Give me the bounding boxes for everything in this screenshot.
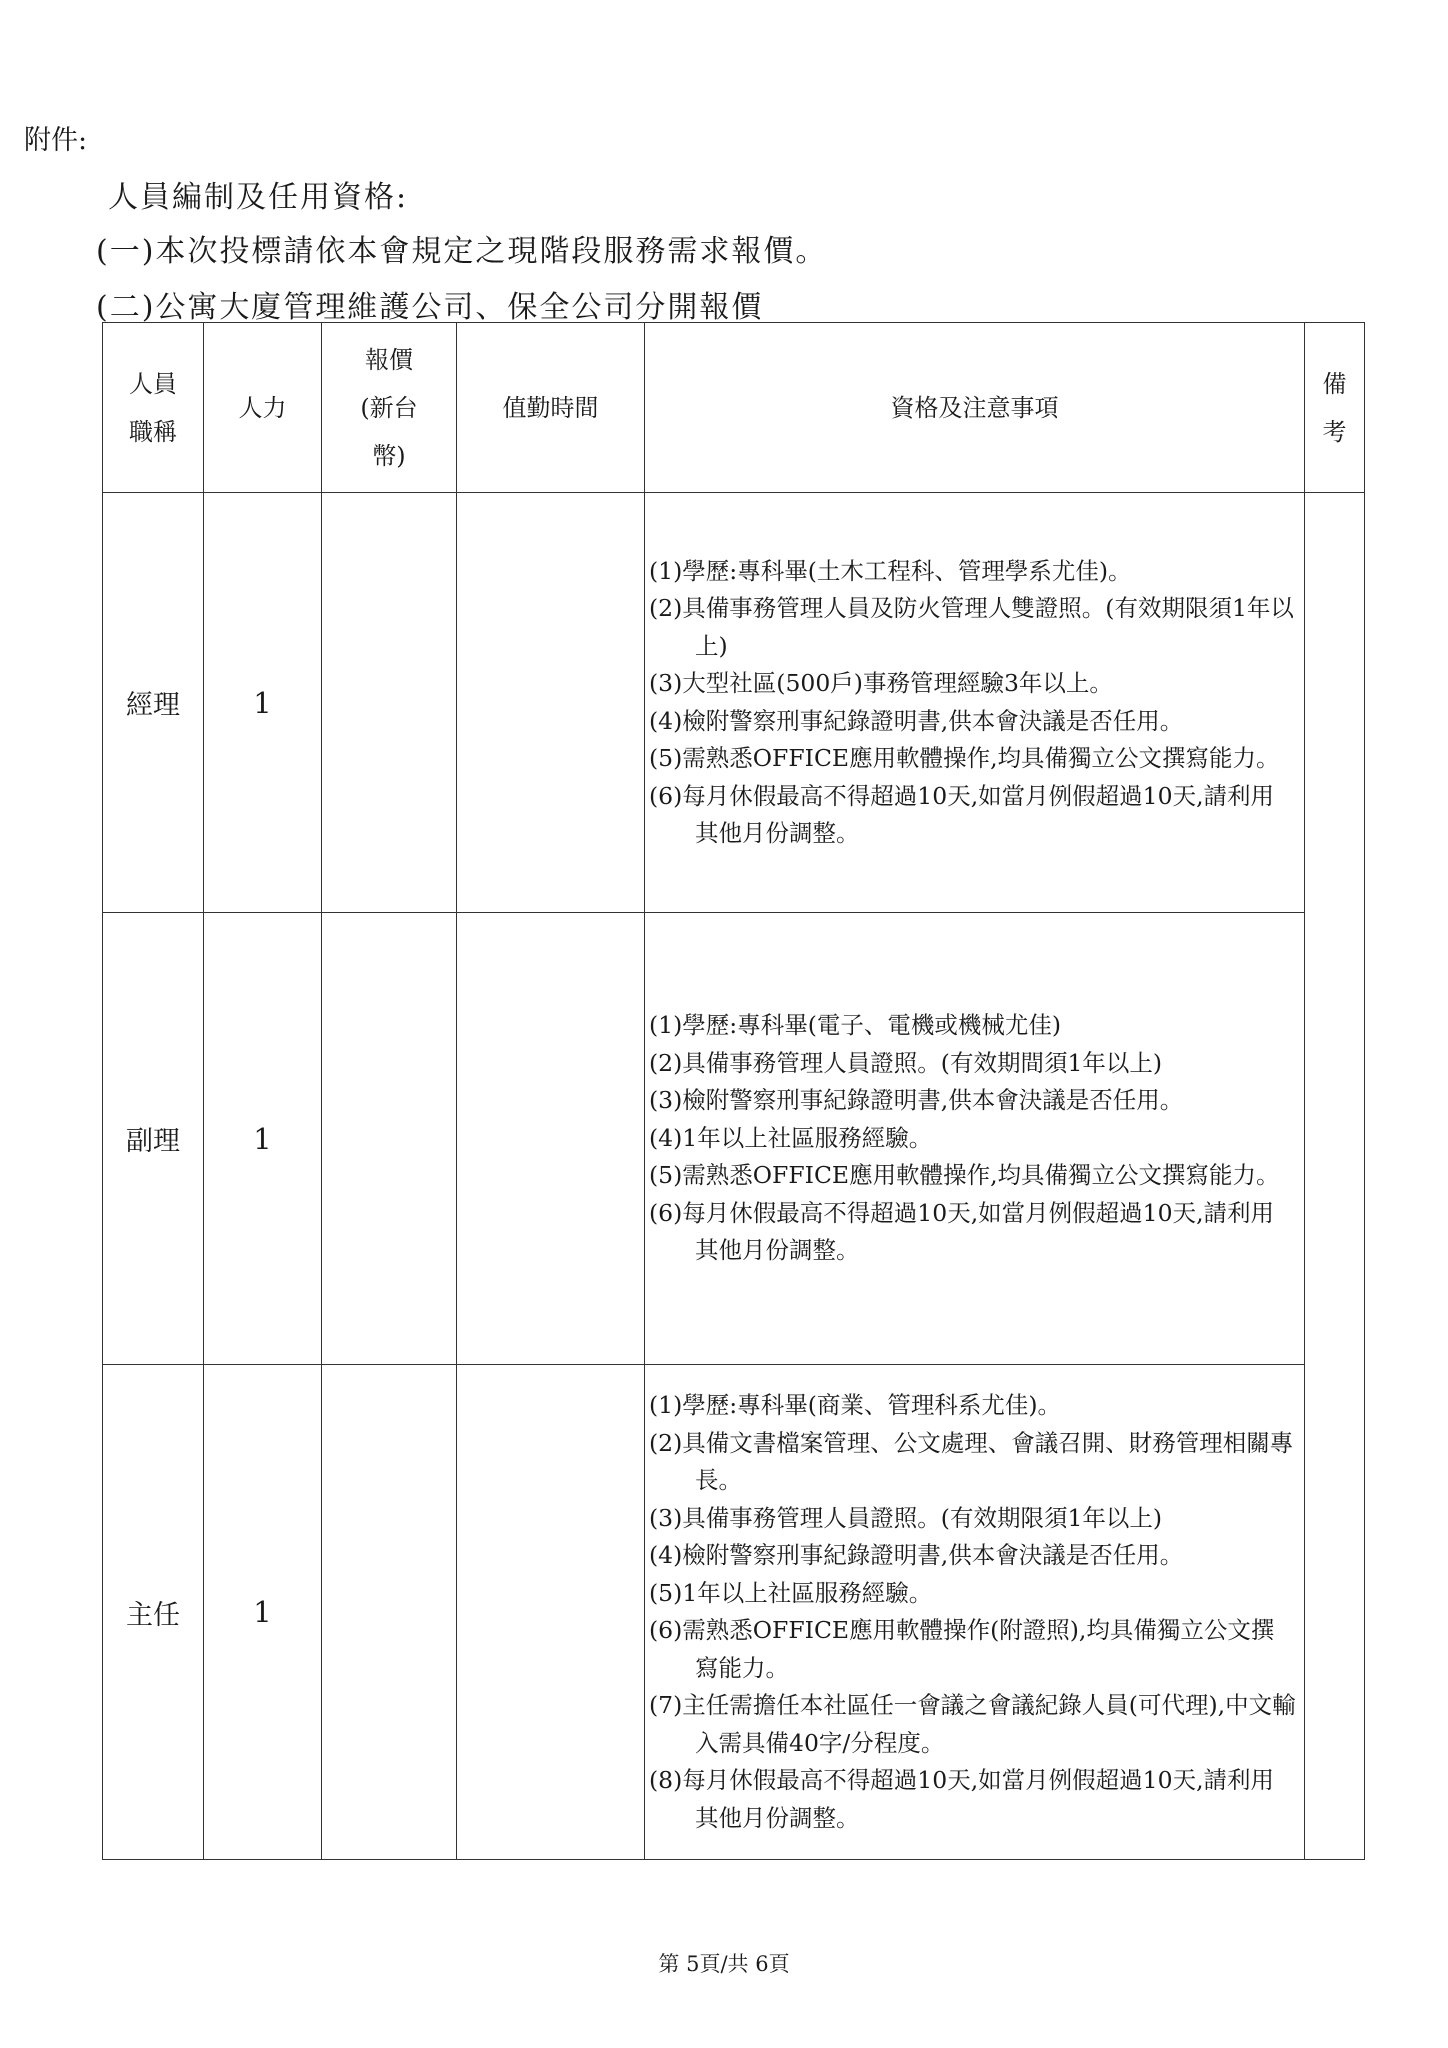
requirement-item: (1)學歷:專科畢(商業、管理科系尤佳)。 bbox=[649, 1391, 1062, 1419]
requirement-item: (3)具備事務管理人員證照。(有效期限須1年以上) bbox=[649, 1503, 1163, 1532]
requirement-item: (1)學歷:專科畢(電子、電機或機械尤佳) bbox=[649, 1011, 1062, 1040]
requirement-item: (2)具備文書檔案管理、公文處理、會議召開、財務管理相關專長。 bbox=[649, 1428, 1294, 1494]
row-title: 經理 bbox=[103, 493, 204, 913]
row-title: 主任 bbox=[103, 1365, 204, 1860]
staffing-table bbox=[102, 322, 1365, 1860]
table-row bbox=[103, 913, 1365, 1365]
requirement-item: (1)學歷:專科畢(土木工程科、管理學系尤佳)。 bbox=[649, 556, 1132, 585]
table-row bbox=[103, 1365, 1365, 1860]
page-number: 第 5頁/共 6頁 bbox=[658, 1952, 790, 1976]
requirement-item: (3)檢附警察刑事紀錄證明書,供本會決議是否任用。 bbox=[649, 1086, 1184, 1115]
instruction-item-2: (二)公寓大廈管理維護公司、保全公司分開報價 bbox=[96, 290, 764, 325]
section-intro: 人員編制及任用資格: bbox=[108, 180, 409, 215]
row-shift-hours bbox=[457, 1365, 645, 1860]
requirement-item: (5)需熟悉OFFICE應用軟體操作,均具備獨立公文撰寫能力。 bbox=[649, 744, 1280, 772]
row-quote bbox=[322, 913, 457, 1365]
header-quote-line-2: (新台 bbox=[360, 393, 418, 422]
row-title: 副理 bbox=[103, 913, 204, 1365]
requirement-item: (5)1年以上社區服務經驗。 bbox=[649, 1578, 933, 1607]
header-headcount: 人力 bbox=[204, 323, 322, 493]
requirement-item: (6)需熟悉OFFICE應用軟體操作(附證照),均具備獨立公文撰寫能力。 bbox=[649, 1616, 1275, 1682]
header-title bbox=[103, 323, 204, 493]
row-requirements bbox=[645, 1365, 1305, 1860]
requirement-item: (6)每月休假最高不得超過10天,如當月例假超過10天,請利用其他月份調整。 bbox=[649, 781, 1275, 847]
header-notes-line-2: 考 bbox=[1322, 417, 1347, 446]
header-title-line-2: 職稱 bbox=[129, 417, 177, 446]
requirement-item: (2)具備事務管理人員及防火管理人雙證照。(有效期限須1年以上) bbox=[649, 594, 1294, 660]
row-shift-hours bbox=[457, 913, 645, 1365]
table-header-row bbox=[103, 323, 1365, 493]
instruction-item-1: (一)本次投標請依本會規定之現階段服務需求報價。 bbox=[96, 234, 828, 269]
header-title-line-1: 人員 bbox=[129, 369, 177, 398]
requirement-item: (2)具備事務管理人員證照。(有效期間須1年以上) bbox=[649, 1048, 1163, 1077]
attachment-label: 附件: bbox=[24, 125, 88, 156]
header-requirements: 資格及注意事項 bbox=[645, 323, 1305, 493]
header-quote-line-3: 幣) bbox=[372, 441, 406, 470]
row-headcount: 1 bbox=[204, 913, 322, 1365]
header-notes bbox=[1305, 323, 1365, 493]
requirement-item: (8)每月休假最高不得超過10天,如當月例假超過10天,請利用其他月份調整。 bbox=[649, 1766, 1275, 1832]
row-headcount: 1 bbox=[204, 1365, 322, 1860]
requirement-item: (4)檢附警察刑事紀錄證明書,供本會決議是否任用。 bbox=[649, 706, 1184, 735]
requirement-item: (7)主任需擔任本社區任一會議之會議紀錄人員(可代理),中文輸入需具備40字/分程度。 bbox=[649, 1691, 1296, 1757]
row-quote bbox=[322, 493, 457, 913]
header-quote-line-1: 報價 bbox=[365, 345, 413, 374]
row-requirements bbox=[645, 913, 1305, 1365]
row-headcount: 1 bbox=[204, 493, 322, 913]
requirement-item: (4)檢附警察刑事紀錄證明書,供本會決議是否任用。 bbox=[649, 1541, 1184, 1569]
row-notes bbox=[1305, 493, 1365, 1860]
table-row bbox=[103, 493, 1365, 913]
row-shift-hours bbox=[457, 493, 645, 913]
requirement-item: (5)需熟悉OFFICE應用軟體操作,均具備獨立公文撰寫能力。 bbox=[649, 1161, 1280, 1190]
row-quote bbox=[322, 1365, 457, 1860]
requirement-item: (3)大型社區(500戶)事務管理經驗3年以上。 bbox=[649, 669, 1113, 697]
header-quote bbox=[322, 323, 457, 493]
header-notes-line-1: 備 bbox=[1322, 369, 1347, 398]
row-requirements bbox=[645, 493, 1305, 913]
requirement-item: (4)1年以上社區服務經驗。 bbox=[649, 1123, 933, 1152]
requirement-item: (6)每月休假最高不得超過10天,如當月例假超過10天,請利用其他月份調整。 bbox=[649, 1198, 1275, 1265]
header-shift-hours: 值勤時間 bbox=[457, 323, 645, 493]
